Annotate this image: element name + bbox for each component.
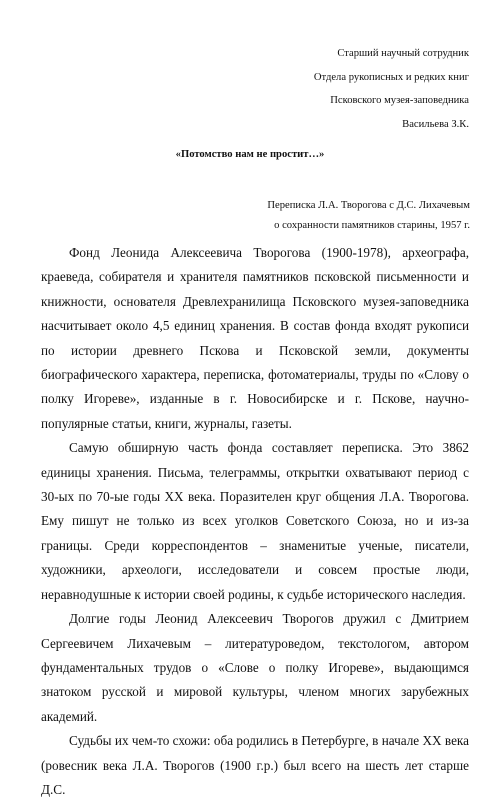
author-department: Отдела рукописных и редких книг bbox=[313, 71, 469, 83]
document-body bbox=[41, 241, 469, 802]
author-name: Васильева З.К. bbox=[402, 118, 469, 130]
author-position: Старший научный сотрудник bbox=[337, 48, 469, 59]
paragraph: Фонд Леонида Алексеевича Творогова (1900-1978), археографа, краеведа, собирателя и хранителя памятников псковской письменности и книжности, основателя Древлехранилища Псковского музея-заповедника насчитывает около 4,5 единиц хранения. В состав фонда входят рукописи по истории древнего Пскова и Псковской земли, документы биографического характера, переписка, фотоматериалы, труды по «Слову о полку Игореве», изданные в г. Новосибирске и г. Пскове, научно-популярные статьи, книги, журналы, газеты. bbox=[41, 245, 469, 431]
paragraph: Судьбы их чем-то схожи: оба родились в Петербурге, в начале XX века (ровесник века Л.А. Творогов (1900 г.р.) был всего на шесть лет старше Д.С. bbox=[41, 733, 469, 797]
subtitle-line: о сохранности памятников старины, 1957 г. bbox=[274, 220, 470, 231]
paragraph: Долгие годы Леонид Алексеевич Творогов дружил с Дмитрием Сергеевичем Лихачевым – литературоведом, текстологом, автором фундаментальных трудов о «Слове о полку Игореве», выдающимся знатоком русской и мировой культуры, членом многих зарубежных академий. bbox=[41, 611, 469, 724]
document-subtitle bbox=[267, 196, 470, 236]
author-block bbox=[314, 42, 469, 136]
paragraph: Самую обширную часть фонда составляет переписка. Это 3862 единицы хранения. Письма, телеграммы, открытки охватывают период с 30-ых по 70-ые годы XX века. Поразителен круг общения Л.А. Творогова. Ему пишут не только из всех уголков Советского Союза, но и из-за границы. Среди корреспондентов – знаменитые ученые, писатели, художники, археологи, исследователи и совсем простые люди, неравнодушные к истории своей родины, к судьбе исторического наследия. bbox=[41, 440, 469, 602]
author-institution: Псковского музея-заповедника bbox=[330, 95, 469, 106]
subtitle-line: Переписка Л.А. Творогова с Д.С. Лихачевым bbox=[267, 200, 470, 211]
document-title: «Потомство нам не простит…» bbox=[175, 149, 325, 160]
